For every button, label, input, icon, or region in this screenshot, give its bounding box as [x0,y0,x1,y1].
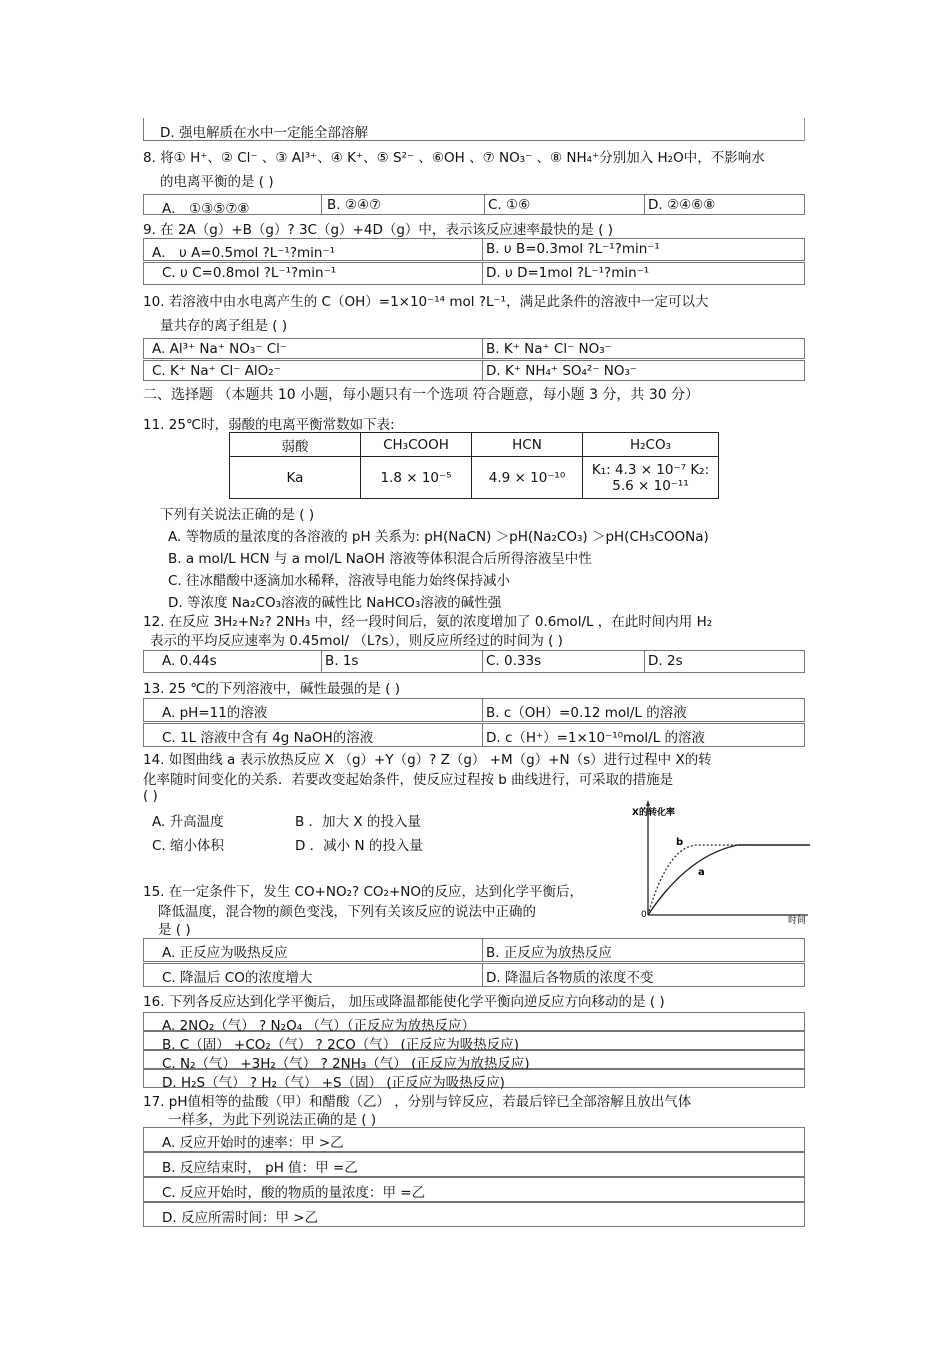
q17-option-a: A. 反应开始时的速率：甲 >乙 [162,1135,344,1151]
q16-stem: 16. 下列各反应达到化学平衡后， 加压或降温都能使化学平衡向逆反应方向移动的是 ( ) [143,994,665,1010]
q10-stem-2: 量共存的离子组是 ( ) [160,318,288,334]
q16-option-c: C. N₂（气） +3H₂（气） ? 2NH₃（气） (正反应为放热反应) [162,1056,530,1072]
q11-option-a: A. 等物质的量浓度的各溶液的 pH 关系为: pH(NaCN) ＞pH(Na₂CO₃) ＞pH(CH₃COONa) [168,529,709,545]
q12-option-d: D. 2s [648,653,683,669]
ka-header-ch3cooh: CH₃COOH [361,433,472,457]
q16-option-a: A. 2NO₂（气） ? N₂O₄ （气）（正反应为放热反应） [162,1018,476,1034]
ka-ch3cooh: 1.8 × 10⁻⁵ [361,457,472,499]
q10-option-c: C. K⁺ Na⁺ Cl⁻ AlO₂⁻ [152,363,281,379]
q9-stem: 9. 在 2A（g）+B（g）? 3C（g）+4D（g）中，表示该反应速率最快的是 ( ) [143,222,614,238]
q14-option-b: B ．加大 X 的投入量 [295,814,421,830]
q16-option-row-a [143,1012,805,1034]
q15-option-d: D. 降温后各物质的浓度不变 [486,970,654,986]
q9-options-row1 [143,238,805,261]
ka-h2co3-k2: 5.6 × 10⁻¹¹ [612,477,689,494]
q14-option-c: C. 缩小体积 [152,838,225,854]
q15-option-b: B. 正反应为放热反应 [486,945,612,961]
q16-option-b: B. C（固） +CO₂（气） ? 2CO（气） (正反应为吸热反应) [162,1037,520,1053]
q10-option-d: D. K⁺ NH₄⁺ SO₄²⁻ NO₃⁻ [486,363,638,379]
q12-stem: 12. 在反应 3H₂+N₂? 2NH₃ 中，经一段时间后，氨的浓度增加了 0.6mol/L ，在此时间内用 H₂ [143,614,713,630]
q8-options [143,194,805,215]
curve-a-label: a [698,867,705,878]
curve-b [648,845,748,915]
q16-option-row-b [143,1031,805,1053]
q13-option-a: A. pH=11的溶液 [162,705,268,721]
q8-stem: 8. 将① H⁺、② Cl⁻ 、③ Al³⁺、④ K⁺、⑤ S²⁻ 、⑥OH 、⑦ NO₃⁻ 、⑧ NH₄⁺分别加入 H₂O中，不影响水 [143,150,765,166]
q14-stem: 14. 如图曲线 a 表示放热反应 X （g）+Y（g）? Z（g） +M（g）+N（s）进行过程中 X的转 [143,752,712,768]
q17-stem-2: 一样多，为此下列说法正确的是 ( ) [168,1112,377,1128]
q7-option-d: D. 强电解质在水中一定能全部溶解 [160,125,368,141]
graph-origin: 0 [641,910,647,920]
q16-option-row-c [143,1050,805,1072]
graph-x-label: 时间 [788,916,807,925]
q15-stem-3: 是 ( ) [158,922,191,938]
q12-stem-2: 表示的平均反应速率为 0.45mol/ （L?s），则反应所经过的时间为 ( ) [150,633,563,649]
q9-option-a: A． υ A=0.5mol ?L⁻¹?min⁻¹ [152,245,335,261]
q11-stem: 11. 25℃时，弱酸的电离平衡常数如下表: [143,417,395,433]
q12-option-b: B. 1s [325,653,359,669]
q15-stem: 15. 在一定条件下，发生 CO+NO₂? CO₂+NO的反应，达到化学平衡后， [143,884,584,900]
q17-option-b: B. 反应结束时， pH 值：甲 =乙 [162,1160,358,1176]
conversion-graph [628,795,813,925]
q13-option-b: B. c（OH）=0.12 mol/L 的溶液 [486,705,687,721]
curve-a [648,845,810,915]
ka-h2co3-k1: K₁: 4.3 × 10⁻⁷ K₂: [591,461,710,478]
q13-stem: 13. 25 ℃的下列溶液中，碱性最强的是 ( ) [143,681,401,697]
curve-b-label: b [676,837,684,848]
q17-option-c: C. 反应开始时，酸的物质的量浓度：甲 =乙 [162,1185,426,1201]
q10-option-a: A. Al³⁺ Na⁺ NO₃⁻ Cl⁻ [152,341,288,357]
q17-option-row-d [143,1202,805,1227]
ka-header-h2co3: H₂CO₃ [583,433,719,457]
q11-option-c: C. 往冰醋酸中逐滴加水稀释，溶液导电能力始终保持减小 [168,573,511,589]
q10-option-b: B. K⁺ Na⁺ Cl⁻ NO₃⁻ [486,341,612,357]
ka-h2co3 [583,457,719,499]
q12-option-c: C. 0.33s [486,653,542,669]
q8-option-b: B. ②④⑦ [327,197,382,213]
q15-options-row2 [143,963,805,987]
section-2-heading: 二、选择题 （本题共 10 小题，每小题只有一个选项 符合题意，每小题 3 分，共 30 分） [143,387,700,403]
q9-options-row2 [143,262,805,285]
q12-option-a: A. 0.44s [162,653,217,669]
q14-option-d: D ．减小 N 的投入量 [295,838,423,854]
graph-y-label: X的转化率 [632,808,675,818]
q15-option-a: A. 正反应为吸热反应 [162,945,288,961]
q8-option-c: C. ①⑥ [488,197,531,213]
q8-stem-2: 的电离平衡的是 ( ) [160,174,274,190]
q11-sub: 下列有关说法正确的是 ( ) [160,507,315,523]
q13-options-row1 [143,698,805,722]
ka-header-hcn: HCN [472,433,583,457]
q10-options-row2 [143,360,805,381]
q15-options-row1 [143,938,805,962]
q14-stem-3: ( ) [143,788,158,804]
q17-option-row-a [143,1127,805,1152]
q13-options-row2 [143,723,805,747]
q17-option-row-b [143,1152,805,1177]
q14-option-a: A. 升高温度 [152,814,224,830]
q16-option-row-d [143,1069,805,1091]
q11-option-d: D. 等浓度 Na₂CO₃溶液的碱性比 NaHCO₃溶液的碱性强 [168,595,502,611]
q8-option-a: A． ①③⑤⑦⑧ [162,201,250,217]
q17-option-row-c [143,1177,805,1202]
ka-row-label: Ka [230,457,361,499]
q9-option-d: D. υ D=1mol ?L⁻¹?min⁻¹ [486,265,650,281]
q15-option-c: C. 降温后 CO的浓度增大 [162,970,313,986]
q13-option-c: C. 1L 溶液中含有 4g NaOH的溶液 [162,730,374,746]
q17-option-d: D. 反应所需时间：甲 >乙 [162,1210,319,1226]
q10-stem: 10. 若溶液中由水电离产生的 C（OH）=1×10⁻¹⁴ mol ?L⁻¹，满足此条件的溶液中一定可以大 [143,294,709,310]
q12-options [143,650,805,673]
ka-header-acid: 弱酸 [230,433,361,457]
ka-hcn: 4.9 × 10⁻¹⁰ [472,457,583,499]
q11-option-b: B. a mol/L HCN 与 a mol/L NaOH 溶液等体积混合后所得溶液呈中性 [168,551,592,567]
q10-options-row1 [143,338,805,359]
q13-option-d: D. c（H⁺）=1×10⁻¹⁰mol/L 的溶液 [486,730,706,746]
q16-option-d: D. H₂S（气） ? H₂（气） +S（固） (正反应为吸热反应) [162,1075,505,1091]
ka-table [229,432,719,499]
q8-option-d: D. ②④⑥⑧ [648,197,716,213]
q9-option-c: C. υ C=0.8mol ?L⁻¹?min⁻¹ [162,265,337,281]
q15-stem-2: 降低温度，混合物的颜色变浅，下列有关该反应的说法中正确的 [158,904,536,920]
q14-stem-2: 化率随时间变化的关系．若要改变起始条件，使反应过程按 b 曲线进行，可采取的措施是 [143,772,674,788]
q17-stem: 17. pH值相等的盐酸（甲）和醋酸（乙） ，分别与锌反应，若最后锌已全部溶解且放出气体 [143,1094,692,1110]
q9-option-b: B. υ B=0.3mol ?L⁻¹?min⁻¹ [486,241,660,257]
